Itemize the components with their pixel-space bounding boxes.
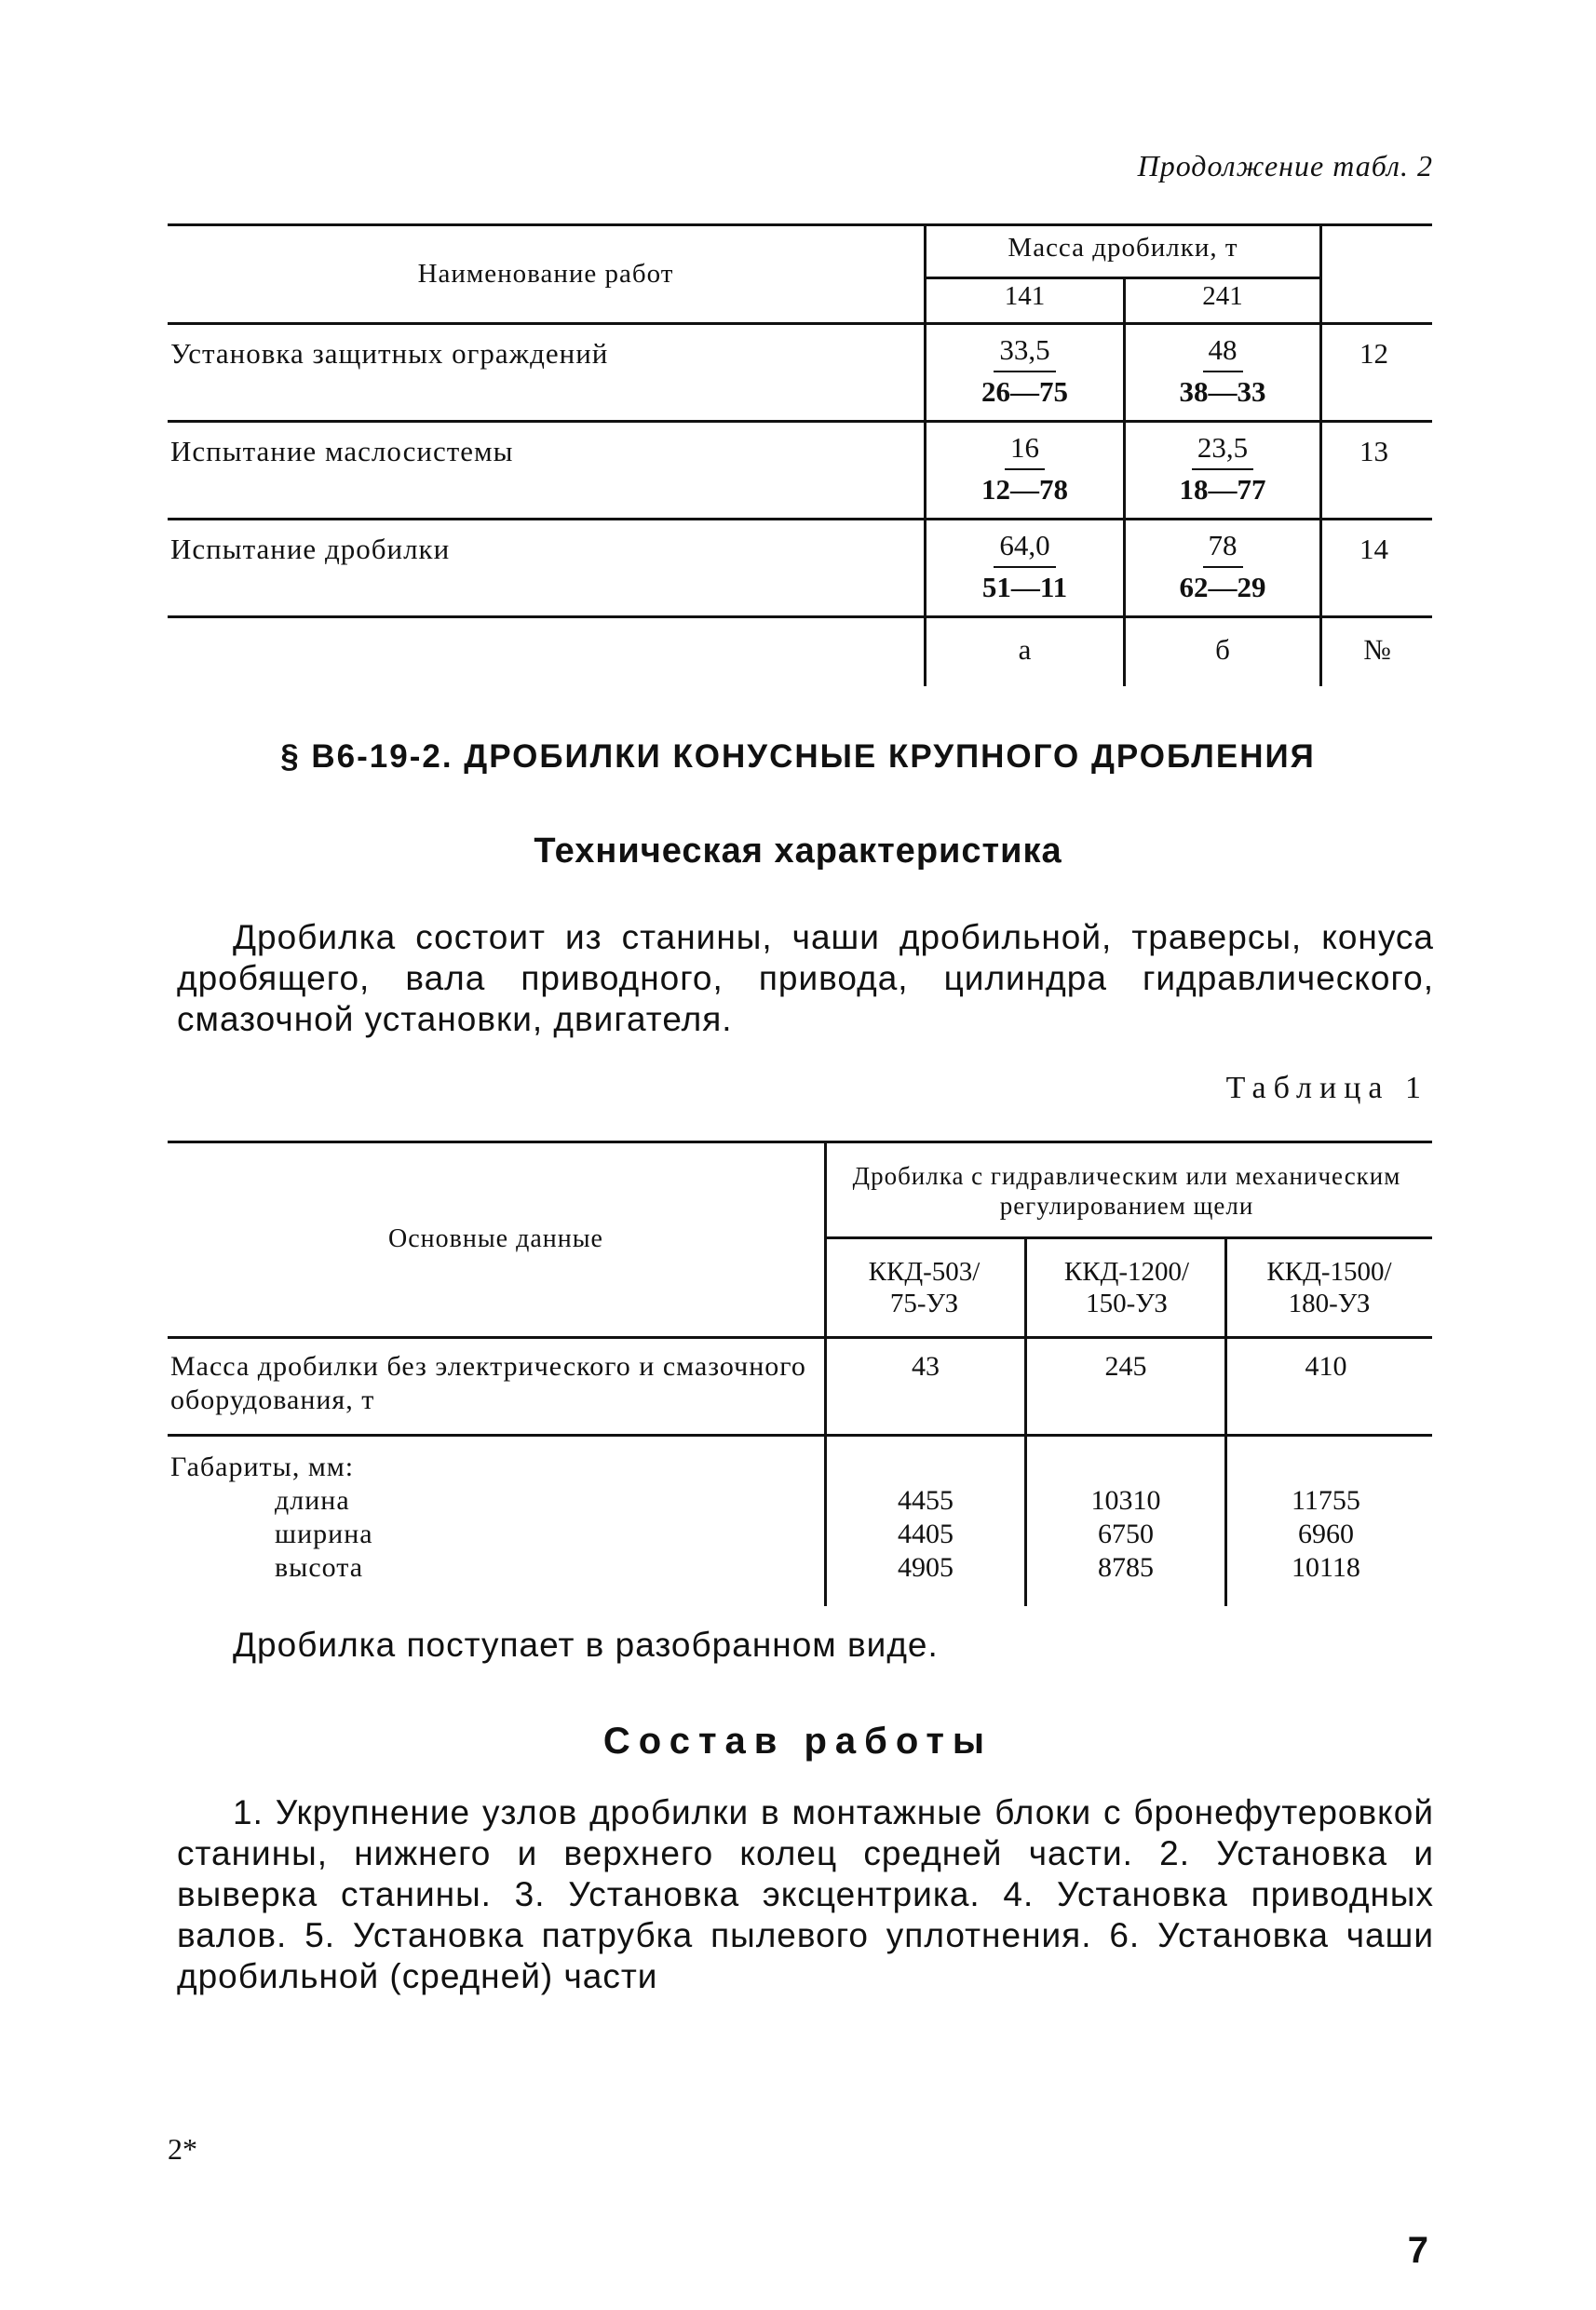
row-name: Испытание дробилки xyxy=(170,533,451,565)
delivery-note: Дробилка поступает в разобранном виде. xyxy=(233,1626,939,1664)
rule xyxy=(168,518,1432,520)
section-title: § В6-19-2. ДРОБИЛКИ КОНУСНЫЕ КРУПНОГО ДРОБЛЕНИЯ xyxy=(280,738,1316,775)
dim-label: ширина xyxy=(275,1519,373,1549)
row-number: 12 xyxy=(1359,337,1388,370)
rule xyxy=(924,277,1319,279)
model-header: ККД-503/ 75-УЗ xyxy=(868,1257,981,1318)
work-text: 1. Укрупнение узлов дробилки в монтажные блоки с бронефутеровкой станины, нижнего и верхнего колец средней части. 2. Установка и выверка станины. 3. Установка эксцентрика. 4. Установка приводных валов. 5. Установка патрубка пылевого уплотнения. 6. Установка чаши дробильной (средней) части xyxy=(177,1793,1434,1995)
dim-label: высота xyxy=(275,1552,364,1583)
rule xyxy=(168,223,1432,226)
value-denominator: 18—77 xyxy=(1179,473,1266,506)
dims-label: Габариты, мм: xyxy=(170,1452,355,1482)
dim-value: 4405 xyxy=(898,1519,954,1549)
value-numerator: 48 xyxy=(1203,331,1243,372)
dim-value: 4455 xyxy=(898,1485,954,1516)
value-numerator: 16 xyxy=(1005,429,1045,470)
mass-value: 245 xyxy=(1104,1351,1147,1382)
value-numerator: 23,5 xyxy=(1192,429,1253,470)
table-1 xyxy=(168,1141,1432,1606)
table-1-label: Таблица 1 xyxy=(1225,1071,1428,1105)
mass-label: Масса дробилки без электрического и смазочного оборудования, т xyxy=(170,1351,806,1415)
page-number: 7 xyxy=(1407,2230,1428,2271)
table-2 xyxy=(168,223,1432,686)
footnote-marker: 2* xyxy=(168,2132,197,2166)
col-header-141: 141 xyxy=(1004,281,1046,311)
model-header: ККД-1500/ 180-УЗ xyxy=(1266,1257,1392,1318)
value-fraction xyxy=(1126,429,1319,509)
dim-value: 4905 xyxy=(898,1552,954,1583)
value-denominator: 38—33 xyxy=(1179,375,1266,408)
dim-value: 8785 xyxy=(1098,1552,1154,1583)
value-numerator: 33,5 xyxy=(994,331,1055,372)
dim-label: длина xyxy=(275,1485,350,1516)
intro-text: Дробилка состоит из станины, чаши дробильной, траверсы, конуса дробящего, вала приводного, привода, цилиндра гидравлического, смазочной установки, двигателя. xyxy=(177,918,1434,1038)
tech-heading: Техническая характеристика xyxy=(534,831,1062,871)
value-numerator: 64,0 xyxy=(994,527,1055,568)
row-name: Испытание маслосистемы xyxy=(170,435,514,467)
row-name: Установка защитных ограждений xyxy=(170,337,609,370)
rule xyxy=(168,615,1432,618)
work-heading: Состав работы xyxy=(602,1721,994,1762)
value-fraction xyxy=(926,527,1123,607)
rule xyxy=(168,420,1432,423)
header-work: Наименование работ xyxy=(417,259,674,289)
rule xyxy=(168,322,1432,325)
value-fraction xyxy=(1126,331,1319,412)
dim-value: 10118 xyxy=(1292,1552,1360,1583)
mass-value: 43 xyxy=(912,1351,940,1382)
intro-paragraph xyxy=(177,917,1434,1040)
dim-value: 10310 xyxy=(1090,1485,1161,1516)
rule xyxy=(168,1141,1432,1143)
rule xyxy=(168,1336,1432,1339)
dim-value: 6750 xyxy=(1098,1519,1154,1549)
footer-b: б xyxy=(1215,633,1230,666)
value-fraction xyxy=(926,429,1123,509)
value-denominator: 62—29 xyxy=(1179,571,1266,603)
value-numerator: 78 xyxy=(1203,527,1243,568)
value-denominator: 51—11 xyxy=(981,571,1068,603)
value-denominator: 12—78 xyxy=(981,473,1068,506)
continuation-label: Продолжение табл. 2 xyxy=(1137,149,1433,182)
work-paragraph xyxy=(177,1792,1434,1997)
dim-value: 11755 xyxy=(1292,1485,1360,1516)
value-fraction xyxy=(1126,527,1319,607)
footer-a: а xyxy=(1018,633,1032,666)
header-mass: Масса дробилки, т xyxy=(1008,233,1238,263)
rule xyxy=(824,1236,1432,1239)
dim-value: 6960 xyxy=(1298,1519,1354,1549)
header-main: Основные данные xyxy=(388,1224,603,1253)
rule xyxy=(168,1434,1432,1437)
col-header-241: 241 xyxy=(1202,281,1243,311)
footer-number-sign: № xyxy=(1363,633,1391,666)
row-number: 14 xyxy=(1359,533,1388,565)
value-denominator: 26—75 xyxy=(981,375,1068,408)
header-group: Дробилка с гидравлическим или механическим регулированием щели xyxy=(852,1162,1401,1220)
row-number: 13 xyxy=(1359,435,1388,467)
mass-value: 410 xyxy=(1305,1351,1347,1382)
value-fraction xyxy=(926,331,1123,412)
rule xyxy=(1319,223,1322,686)
model-header: ККД-1200/ 150-УЗ xyxy=(1063,1257,1190,1318)
